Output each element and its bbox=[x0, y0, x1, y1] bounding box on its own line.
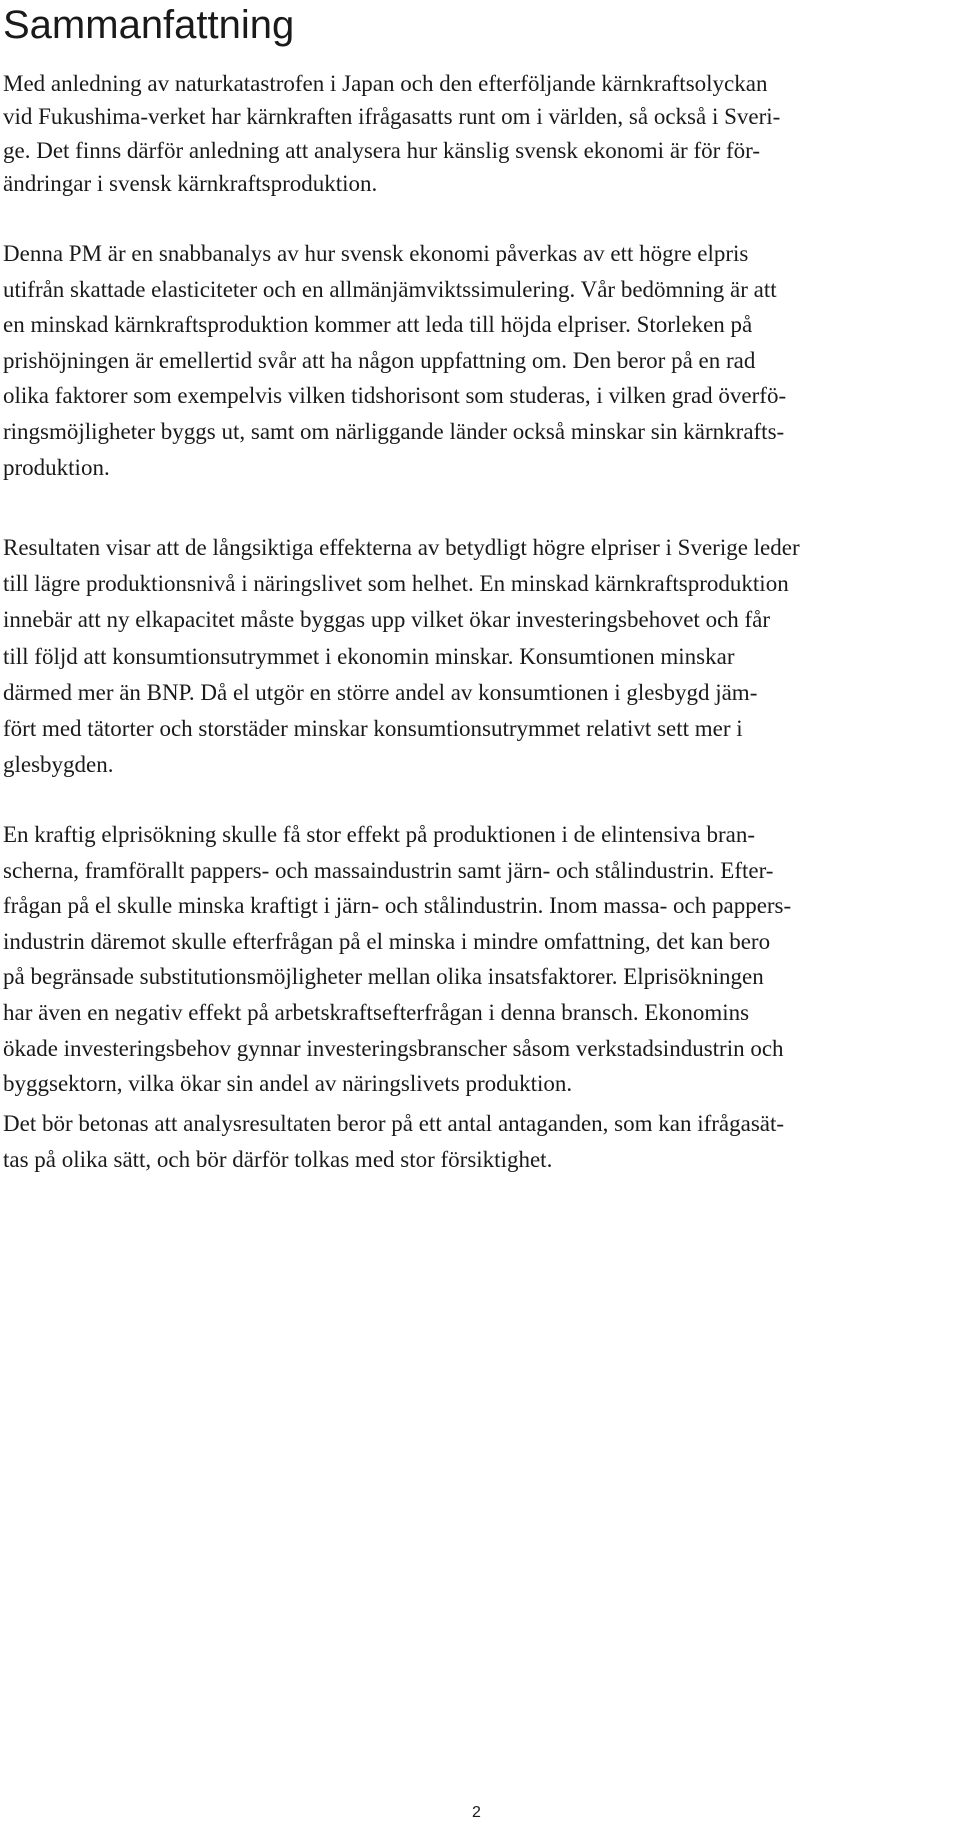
text-line: därmed mer än BNP. Då el utgör en större andel av konsumtionen i glesbygd jäm- bbox=[3, 679, 758, 705]
summary-paragraph-1 bbox=[3, 67, 780, 200]
text-line: industrin däremot skulle efterfrågan på el minska i mindre omfattning, det kan bero bbox=[3, 928, 771, 954]
text-line: En kraftig elprisökning skulle få stor effekt på produktionen i de elintensiva bran- bbox=[3, 822, 755, 847]
text-line: har även en negativ effekt på arbetskraftsefterfrågan i denna bransch. Ekonomins bbox=[3, 999, 750, 1025]
text-line: ge. Det finns därför anledning att analysera hur känslig svensk ekonomi är för för- bbox=[3, 137, 761, 163]
text-line: produktion. bbox=[3, 454, 110, 480]
text-line: utifrån skattade elasticiteter och en allmänjämviktssimulering. Vår bedömning är att bbox=[3, 276, 777, 302]
text-line: byggsektorn, vilka ökar sin andel av näringslivets produktion. bbox=[3, 1071, 573, 1097]
text-line: en minskad kärnkraftsproduktion kommer att leda till höjda elpriser. Storleken på bbox=[3, 312, 753, 338]
text-line: glesbygden. bbox=[3, 752, 114, 778]
text-line: frågan på el skulle minska kraftigt i järn- och stålindustrin. Inom massa- och pappers- bbox=[3, 893, 792, 919]
text-line: Med anledning av naturkatastrofen i Japan och den efterföljande kärnkraftsolyckan bbox=[3, 71, 768, 96]
text-line: ringsmöjligheter byggs ut, samt om närliggande länder också minskar sin kärnkrafts- bbox=[3, 418, 785, 444]
text-line: till följd att konsumtionsutrymmet i ekonomin minskar. Konsumtionen minskar bbox=[3, 643, 735, 669]
text-line: på begränsade substitutionsmöjligheter mellan olika insatsfaktorer. Elprisökningen bbox=[3, 964, 764, 990]
text-line: innebär att ny elkapacitet måste byggas upp vilket ökar investeringsbehovet och får bbox=[3, 607, 771, 633]
text-line: Det bör betonas att analysresultaten beror på ett antal antaganden, som kan ifrågasät- bbox=[3, 1111, 785, 1136]
summary-paragraph-2 bbox=[3, 236, 786, 485]
text-line: scherna, framförallt pappers- och massaindustrin samt järn- och stålindustrin. Efter- bbox=[3, 857, 774, 883]
page-title: Sammanfattning bbox=[3, 3, 295, 47]
text-line: Resultaten visar att de långsiktiga effekterna av betydligt högre elpriser i Sverige leder bbox=[3, 535, 800, 560]
text-line: vid Fukushima-verket har kärnkraften ifrågasatts runt om i världen, så också i Sveri- bbox=[3, 104, 781, 130]
text-line: tas på olika sätt, och bör därför tolkas med stor försiktighet. bbox=[3, 1147, 553, 1172]
text-line: olika faktorer som exempelvis vilken tidshorisont som studeras, i vilken grad överfö- bbox=[3, 383, 787, 409]
text-line: prishöjningen är emellertid svår att ha någon uppfattning om. Den beror på en rad bbox=[3, 347, 756, 373]
summary-paragraph-3 bbox=[3, 530, 800, 783]
text-line: till lägre produktionsnivå i näringslivet som helhet. En minskad kärnkraftsproduktion bbox=[3, 571, 789, 597]
text-line: fört med tätorter och storstäder minskar konsumtionsutrymmet relativt sett mer i bbox=[3, 716, 743, 742]
summary-paragraph-5 bbox=[3, 1106, 784, 1178]
page-number: 2 bbox=[472, 1804, 481, 1821]
text-line: ökade investeringsbehov gynnar investeringsbranscher såsom verkstadsindustrin och bbox=[3, 1035, 784, 1061]
text-line: ändringar i svensk kärnkraftsproduktion. bbox=[3, 170, 378, 196]
summary-paragraph-4 bbox=[3, 817, 791, 1102]
text-line: Denna PM är en snabbanalys av hur svensk ekonomi påverkas av ett högre elpris bbox=[3, 241, 749, 266]
